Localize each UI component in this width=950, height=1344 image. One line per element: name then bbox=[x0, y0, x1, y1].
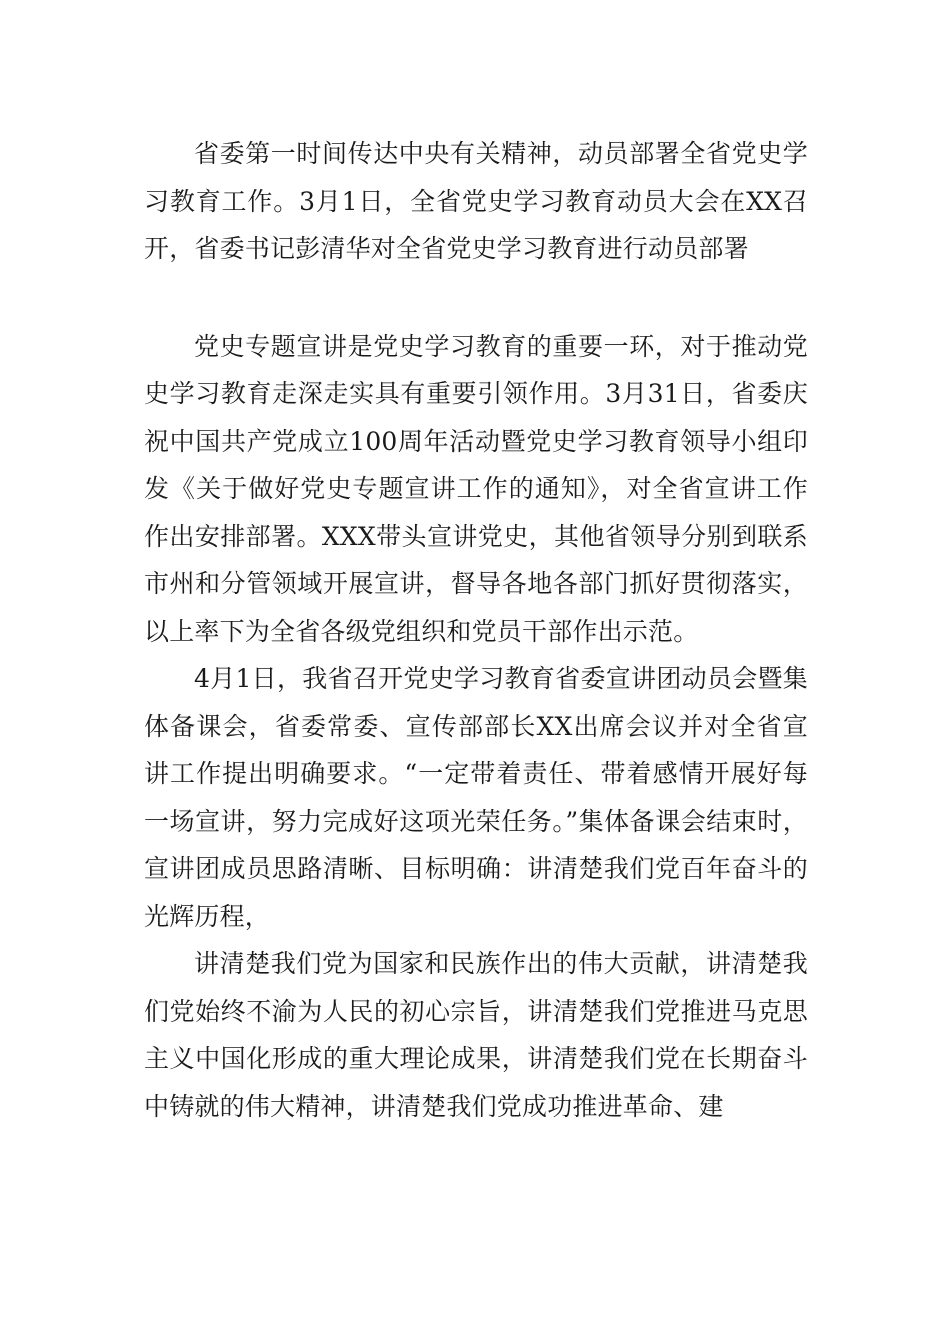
paragraph-mobilization: 省委第一时间传达中央有关精神，动员部署全省党史学习教育工作。3月1日，全省党史学习教育动员大会在XX召开，省委书记彭清华对全省党史学习教育进行动员部署 bbox=[144, 139, 808, 263]
document-body bbox=[144, 130, 808, 1130]
paragraph-lecture-meeting: 4月1日，我省召开党史学习教育省委宣讲团动员会暨集体备课会，省委常委、宣传部部长XX出席会议并对全省宣讲工作提出明确要求。“一定带着责任、带着感情开展好每一场宣讲，努力完成好这项光荣任务。”集体备课会结束时，宣讲团成员思路清晰、目标明确：讲清楚我们党百年奋斗的光辉历程， bbox=[144, 664, 808, 931]
paragraph-gap bbox=[144, 273, 808, 323]
paragraph-lecture-goals: 讲清楚我们党为国家和民族作出的伟大贡献，讲清楚我们党始终不渝为人民的初心宗旨，讲清楚我们党推进马克思主义中国化形成的重大理论成果，讲清楚我们党在长期奋斗中铸就的伟大精神，讲清楚我们党成功推进革命、建 bbox=[144, 949, 808, 1121]
paragraph-lecture-notice: 党史专题宣讲是党史学习教育的重要一环，对于推动党史学习教育走深走实具有重要引领作用。3月31日，省委庆祝中国共产党成立100周年活动暨党史学习教育领导小组印发《关于做好党史专题宣讲工作的通知》，对全省宣讲工作作出安排部署。XXX带头宣讲党史，其他省领导分别到联系市州和分管领域开展宣讲，督导各地各部门抓好贯彻落实，以上率下为全省各级党组织和党员干部作出示范。 bbox=[144, 331, 808, 646]
